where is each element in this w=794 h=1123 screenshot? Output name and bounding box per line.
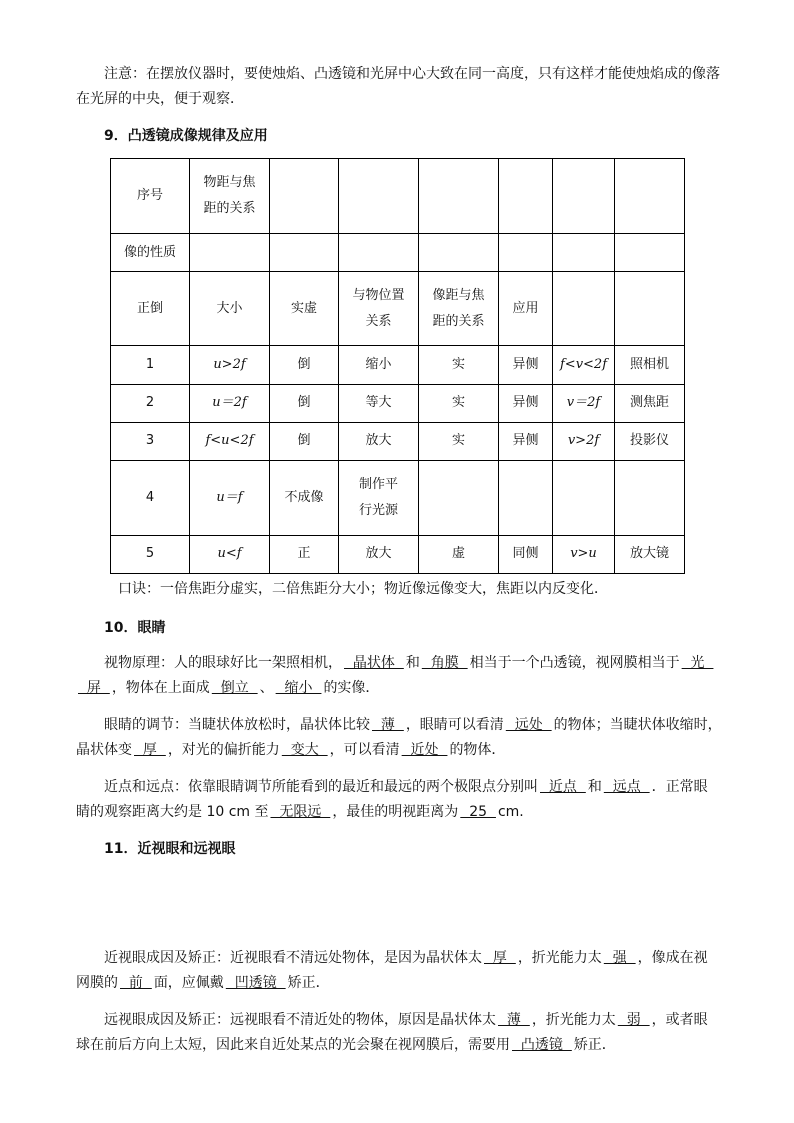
- table-cell: [270, 234, 339, 272]
- table-cell: [190, 234, 270, 272]
- table-cell: 倒: [270, 384, 339, 422]
- hyperopia-line-2: 球在前后方向上太短，因此来自近处某点的光会聚在视网膜后，需要用 凸透镜 矫正．: [76, 1037, 616, 1053]
- table-cell: 制作平 行光源: [339, 460, 419, 535]
- eye-adjust-line-1: 眼睛的调节：当睫状体放松时，晶状体比较 薄 ，眼睛可以看清 远处 的物体；当睫状体收缩时，: [104, 717, 722, 733]
- table-cell: 放大: [339, 422, 419, 460]
- table-cell: 缩小: [339, 346, 419, 384]
- table-cell: [553, 272, 615, 346]
- section-10-title: 10．眼睛: [104, 620, 166, 636]
- table-row: [111, 346, 685, 384]
- table-cell: 虚: [419, 535, 499, 573]
- table-cell: [615, 272, 685, 346]
- header-image-nature: 像的性质: [111, 234, 190, 272]
- table-row: [111, 535, 685, 573]
- table-cell: 4: [111, 460, 190, 535]
- table-cell: u>2f: [190, 346, 270, 384]
- table-cell: [615, 159, 685, 234]
- table-cell: 放大镜: [615, 535, 685, 573]
- table-cell: [419, 234, 499, 272]
- eye-adjust-line-2: 晶状体变 厚 ，对光的偏折能力 变大 ，可以看清 近处 的物体．: [76, 742, 506, 758]
- section-11-title: 11．近视眼和远视眼: [104, 841, 236, 857]
- table-cell: [499, 460, 553, 535]
- table-cell: f<v<2f: [553, 346, 615, 384]
- header-real-virtual: 实虚: [270, 272, 339, 346]
- myopia-line-2: 网膜的 前 面，应佩戴 凹透镜 矫正．: [76, 975, 330, 991]
- table-cell: v>2f: [553, 422, 615, 460]
- table-cell: 倒: [270, 422, 339, 460]
- table-cell: 实: [419, 384, 499, 422]
- table-cell: 1: [111, 346, 190, 384]
- table-cell: [553, 234, 615, 272]
- table-cell: 同侧: [499, 535, 553, 573]
- table-row: [111, 422, 685, 460]
- table-row: [111, 272, 685, 346]
- lens-imaging-table: [110, 158, 685, 574]
- mnemonic: 口诀：一倍焦距分虚实，二倍焦距分大小；物近像远像变大，焦距以内反变化．: [118, 581, 608, 597]
- table-row: [111, 384, 685, 422]
- note-line-1: 注意：在摆放仪器时，要使烛焰、凸透镜和光屏中心大致在同一高度，只有这样才能使烛焰成的像落: [104, 66, 720, 82]
- table-row: [111, 460, 685, 535]
- table-cell: 实: [419, 346, 499, 384]
- table-cell: v>u: [553, 535, 615, 573]
- near-far-line-1: 近点和远点：依靠眼睛调节所能看到的最近和最远的两个极限点分别叫 近点 和 远点 ．正常眼: [104, 779, 708, 795]
- table-cell: [339, 159, 419, 234]
- header-orientation: 正倒: [111, 272, 190, 346]
- section-9-title: 9．凸透镜成像规律及应用: [104, 128, 268, 144]
- table-cell: [553, 460, 615, 535]
- table-cell: 实: [419, 422, 499, 460]
- table-cell: 3: [111, 422, 190, 460]
- table-cell: 异侧: [499, 384, 553, 422]
- table-cell: 异侧: [499, 422, 553, 460]
- table-cell: 异侧: [499, 346, 553, 384]
- header-size: 大小: [190, 272, 270, 346]
- table-cell: 倒: [270, 346, 339, 384]
- table-cell: [270, 159, 339, 234]
- table-cell: 5: [111, 535, 190, 573]
- table-cell: 不成像: [270, 460, 339, 535]
- myopia-line-1: 近视眼成因及矫正：近视眼看不清远处物体，是因为晶状体太 厚 ，折光能力太 强 ，像成在视: [104, 950, 708, 966]
- table-cell: 测焦距: [615, 384, 685, 422]
- table-cell: u<f: [190, 535, 270, 573]
- header-application: 应用: [499, 272, 553, 346]
- table-cell: 照相机: [615, 346, 685, 384]
- header-image-distance: 像距与焦 距的关系: [419, 272, 499, 346]
- table-cell: [499, 159, 553, 234]
- table-cell: [553, 159, 615, 234]
- note-line-2: 在光屏的中央，便于观察．: [76, 91, 244, 107]
- eye-principle-line-2: 屏 ，物体在上面成 倒立 、 缩小 的实像．: [78, 680, 380, 696]
- table-cell: [339, 234, 419, 272]
- table-cell: 2: [111, 384, 190, 422]
- table-cell: [419, 159, 499, 234]
- near-far-line-2: 睛的观察距离大约是 10 cm 至 无限远 ，最佳的明视距离为 25 cm.: [76, 804, 524, 820]
- table-cell: u＝f: [190, 460, 270, 535]
- eye-principle-line-1: 视物原理：人的眼球好比一架照相机， 晶状体 和 角膜 相当于一个凸透镜，视网膜相当于 光: [104, 655, 714, 671]
- table-cell: [419, 460, 499, 535]
- table-cell: 投影仪: [615, 422, 685, 460]
- table-row: [111, 234, 685, 272]
- table-cell: [499, 234, 553, 272]
- table-cell: 放大: [339, 535, 419, 573]
- table-cell: v＝2f: [553, 384, 615, 422]
- header-object-distance: 物距与焦 距的关系: [190, 159, 270, 234]
- header-position: 与物位置 关系: [339, 272, 419, 346]
- table-row: [111, 159, 685, 234]
- table-cell: [615, 234, 685, 272]
- table-cell: 等大: [339, 384, 419, 422]
- table-cell: f<u<2f: [190, 422, 270, 460]
- header-seq: 序号: [111, 159, 190, 234]
- table-cell: u＝2f: [190, 384, 270, 422]
- table-cell: 正: [270, 535, 339, 573]
- table-cell: [615, 460, 685, 535]
- hyperopia-line-1: 远视眼成因及矫正：远视眼看不清近处的物体，原因是晶状体太 薄 ，折光能力太 弱 ，或者眼: [104, 1012, 708, 1028]
